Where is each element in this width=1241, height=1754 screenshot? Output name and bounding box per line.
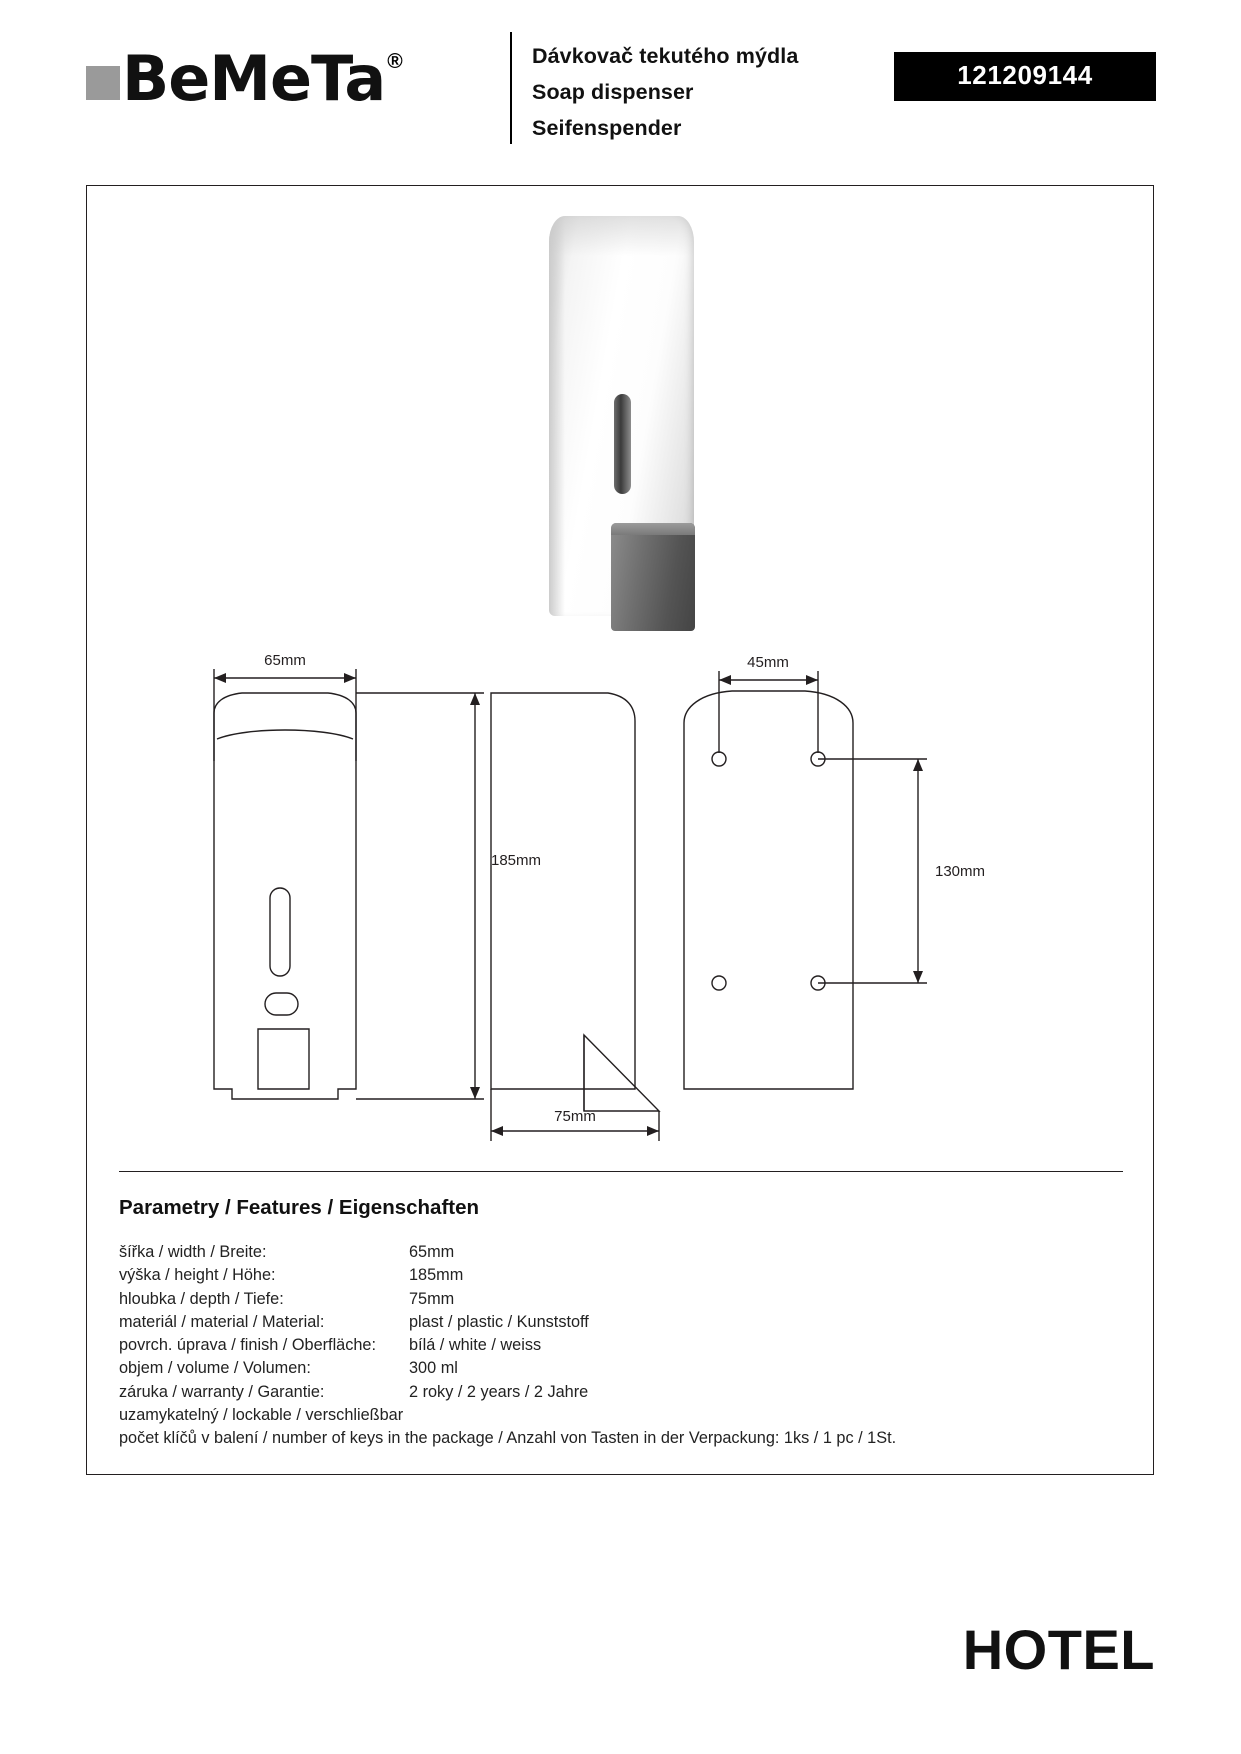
feature-note: uzamykatelný / lockable / verschließbar (119, 1406, 404, 1425)
dim-back-width: 45mm (747, 654, 789, 671)
dispenser-left-edge (549, 216, 565, 616)
feature-value: 75mm (409, 1289, 455, 1308)
product-titles (532, 38, 798, 146)
feature-value: plast / plastic / Kunststoff (409, 1312, 589, 1331)
brand-name: BeMeTa (122, 42, 386, 115)
product-code-badge: 121209144 (894, 52, 1156, 101)
feature-value: 185mm (409, 1266, 464, 1285)
dim-side-depth: 75mm (554, 1108, 596, 1125)
feature-label: objem / volume / Volumen: (119, 1359, 311, 1378)
features-title: Parametry / Features / Eigenschaften (119, 1196, 480, 1219)
feature-row (119, 1311, 896, 1334)
feature-label: hloubka / depth / Tiefe: (119, 1289, 284, 1308)
feature-label: povrch. úprava / finish / Oberfläche: (119, 1336, 377, 1355)
feature-value: bílá / white / weiss (409, 1336, 542, 1355)
collection-name: HOTEL (962, 1618, 1155, 1681)
dispenser-top-shade (549, 216, 694, 256)
product-title-en: Soap dispenser (532, 80, 694, 104)
logo-square-icon (86, 66, 120, 100)
feature-label: výška / height / Höhe: (119, 1266, 276, 1285)
features-list (119, 1241, 896, 1451)
feature-row (119, 1357, 896, 1380)
feature-label: materiál / material / Material: (119, 1312, 325, 1331)
page-header (86, 30, 1156, 145)
dispenser-lever-top (611, 523, 695, 535)
feature-value: 2 roky / 2 years / 2 Jahre (409, 1382, 589, 1401)
features-divider (119, 1171, 1123, 1172)
product-title-de: Seifenspender (532, 116, 682, 140)
dim-front-width: 65mm (264, 652, 306, 669)
product-photo (507, 216, 717, 646)
feature-row (119, 1381, 896, 1404)
dim-back-height: 130mm (935, 863, 986, 880)
feature-row (119, 1288, 896, 1311)
feature-label: šířka / width / Breite: (119, 1243, 267, 1261)
technical-drawings (87, 641, 1155, 1161)
feature-row (119, 1264, 896, 1287)
feature-value: 65mm (409, 1243, 455, 1261)
dispenser-level-window (614, 394, 631, 494)
feature-row (119, 1334, 896, 1357)
feature-note: počet klíčů v balení / number of keys in the package / Anzahl von Tasten in der Verpackung: 1ks / 1 pc / 1St. (119, 1429, 897, 1448)
feature-row (119, 1241, 896, 1264)
dispenser-lever (611, 523, 695, 631)
brand-logo (86, 42, 403, 115)
product-title-cs: Dávkovač tekutého mýdla (532, 44, 799, 68)
feature-label: záruka / warranty / Garantie: (119, 1382, 325, 1401)
header-divider (510, 32, 512, 144)
feature-value: 300 ml (409, 1359, 458, 1378)
dim-front-height: 185mm (491, 852, 542, 869)
content-frame (86, 185, 1154, 1475)
registered-trademark-icon: ® (387, 50, 403, 73)
